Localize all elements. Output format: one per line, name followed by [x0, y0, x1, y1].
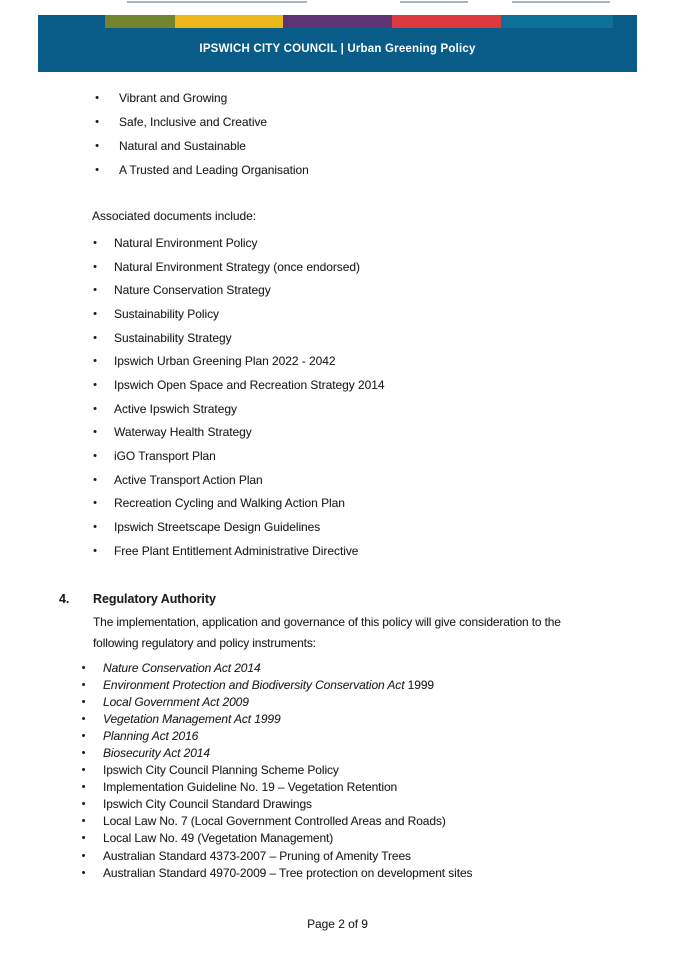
bullet-icon: • — [93, 426, 97, 439]
bullet-icon: • — [81, 661, 86, 674]
list-item — [85, 86, 309, 110]
scan-artifact-line — [512, 1, 610, 3]
instrument-italic-part: Biosecurity Act 2014 — [103, 746, 210, 761]
bullet-icon: • — [81, 866, 86, 879]
bullet-icon: • — [81, 678, 86, 691]
list-item-label — [103, 849, 411, 863]
instrument-plain-part: Local Law No. 7 (Local Government Controlled Areas and Roads) — [103, 814, 446, 829]
list-item — [75, 676, 472, 693]
stripe-red-segment — [392, 15, 501, 28]
list-item-label: Sustainability Policy — [114, 306, 219, 321]
list-item-label: Natural Environment Strategy (once endorsed) — [114, 259, 360, 274]
header-banner — [38, 15, 637, 72]
list-item-label — [103, 866, 472, 880]
list-item-label — [103, 831, 333, 845]
list-item — [85, 539, 385, 563]
list-item — [75, 744, 472, 761]
scan-artifact-line — [400, 1, 468, 3]
list-item-label — [103, 678, 434, 692]
bullet-icon: • — [93, 544, 97, 557]
page-number: Page 2 of 9 — [307, 917, 368, 931]
bullet-icon: • — [95, 116, 99, 128]
list-item-label: Sustainability Strategy — [114, 330, 232, 345]
list-item-label: Vibrant and Growing — [119, 91, 228, 105]
instrument-italic-part: Local Government Act 2009 — [103, 694, 249, 709]
bullet-icon: • — [81, 712, 86, 725]
list-item — [85, 326, 385, 350]
list-item — [75, 796, 472, 813]
stripe-purple-segment — [283, 15, 392, 28]
document-title: IPSWICH CITY COUNCIL | Urban Greening Policy — [199, 43, 476, 55]
list-item — [85, 468, 385, 492]
list-item — [85, 231, 385, 255]
list-item — [75, 813, 472, 830]
bullet-icon: • — [95, 92, 99, 104]
list-item-label — [103, 746, 210, 760]
list-item-label — [103, 695, 249, 709]
instrument-italic-part: Vegetation Management Act 1999 — [103, 711, 281, 726]
list-item-label — [103, 712, 281, 726]
regulatory-instruments-list — [75, 659, 472, 881]
list-item — [85, 302, 385, 326]
list-item — [75, 659, 472, 676]
instrument-plain-part: Australian Standard 4970-2009 – Tree protection on development sites — [103, 865, 473, 880]
list-item-label: Recreation Cycling and Walking Action Plan — [114, 496, 345, 511]
section-heading: Regulatory Authority — [93, 592, 216, 606]
bullet-icon: • — [81, 832, 86, 845]
associated-documents-list — [85, 231, 385, 563]
instrument-italic-part: Planning Act 2016 — [103, 728, 199, 743]
list-item — [85, 421, 385, 445]
bullet-icon: • — [93, 378, 97, 391]
list-item-label — [103, 661, 261, 675]
instrument-plain-part: Local Law No. 49 (Vegetation Management) — [103, 831, 334, 846]
list-item — [75, 864, 472, 881]
list-item — [75, 727, 472, 744]
bullet-icon: • — [93, 497, 97, 510]
list-item — [75, 710, 472, 727]
bullet-icon: • — [93, 284, 97, 297]
bullet-icon: • — [93, 307, 97, 320]
bullet-icon: • — [93, 402, 97, 415]
bullet-icon: • — [93, 331, 97, 344]
list-item-label: Free Plant Entitlement Administrative Directive — [114, 543, 359, 558]
list-item-label — [103, 763, 339, 777]
section-number: 4. — [59, 592, 70, 606]
list-item-label — [103, 814, 446, 828]
list-item-label — [103, 780, 397, 794]
list-item — [75, 693, 472, 710]
bullet-icon: • — [93, 260, 97, 273]
bullet-icon: • — [93, 236, 97, 249]
scan-artifact-line — [127, 1, 307, 3]
list-item-label: Ipswich Open Space and Recreation Strategy 2014 — [114, 377, 385, 392]
corporate-plan-themes-list — [85, 86, 309, 182]
list-item — [85, 134, 309, 158]
list-item — [85, 278, 385, 302]
list-item — [85, 444, 385, 468]
bullet-icon: • — [81, 747, 86, 760]
list-item — [75, 847, 472, 864]
list-item-label — [103, 797, 312, 811]
list-item-label: Safe, Inclusive and Creative — [119, 115, 268, 129]
list-item — [85, 373, 385, 397]
list-item — [85, 110, 309, 134]
list-item — [75, 779, 472, 796]
bullet-icon: • — [95, 140, 99, 152]
bullet-icon: • — [93, 450, 97, 463]
list-item — [75, 830, 472, 847]
list-item-label: Active Transport Action Plan — [114, 472, 263, 487]
list-item — [75, 762, 472, 779]
bullet-icon: • — [81, 781, 86, 794]
instrument-plain-part: Implementation Guideline No. 19 – Vegetation Retention — [103, 780, 398, 795]
list-item-label: Natural and Sustainable — [119, 139, 246, 153]
list-item — [85, 492, 385, 516]
stripe-teal-segment — [501, 15, 613, 28]
list-item — [85, 397, 385, 421]
list-item — [85, 255, 385, 279]
bullet-icon: • — [81, 849, 86, 862]
stripe-yellow-segment — [175, 15, 283, 28]
bullet-icon: • — [93, 473, 97, 486]
list-item — [85, 349, 385, 373]
list-item-label: Ipswich Urban Greening Plan 2022 - 2042 — [114, 354, 336, 369]
list-item — [85, 515, 385, 539]
list-item-label: Waterway Health Strategy — [114, 425, 252, 440]
list-item-label: iGO Transport Plan — [114, 449, 216, 464]
instrument-italic-part: Nature Conservation Act 2014 — [103, 660, 261, 675]
bullet-icon: • — [81, 798, 86, 811]
list-item-label: A Trusted and Leading Organisation — [119, 163, 309, 177]
bullet-icon: • — [93, 521, 97, 534]
header-stripe-band — [38, 15, 637, 28]
bullet-icon: • — [93, 355, 97, 368]
instrument-plain-part: Ipswich City Council Standard Drawings — [103, 797, 312, 812]
bullet-icon: • — [81, 815, 86, 828]
associated-documents-intro: Associated documents include: — [92, 209, 256, 223]
list-item — [85, 158, 309, 182]
instrument-italic-part: Environment Protection and Biodiversity Conservation Act — [103, 677, 405, 692]
bullet-icon: • — [81, 695, 86, 708]
list-item-label: Natural Environment Policy — [114, 235, 258, 250]
section-paragraph: The implementation, application and governance of this policy will give consideration to the following regulatory and policy instruments: — [93, 615, 561, 650]
instrument-plain-part: Australian Standard 4373-2007 – Pruning of Amenity Trees — [103, 848, 411, 863]
list-item-label: Ipswich Streetscape Design Guidelines — [114, 520, 321, 535]
stripe-olive-segment — [105, 15, 175, 28]
list-item-label: Nature Conservation Strategy — [114, 283, 271, 298]
bullet-icon: • — [81, 729, 86, 742]
bullet-icon: • — [81, 764, 86, 777]
list-item-label: Active Ipswich Strategy — [114, 401, 237, 416]
list-item-label — [103, 729, 198, 743]
bullet-icon: • — [95, 164, 99, 176]
instrument-plain-part: Ipswich City Council Planning Scheme Policy — [103, 763, 339, 778]
instrument-plain-part: 1999 — [404, 677, 434, 692]
